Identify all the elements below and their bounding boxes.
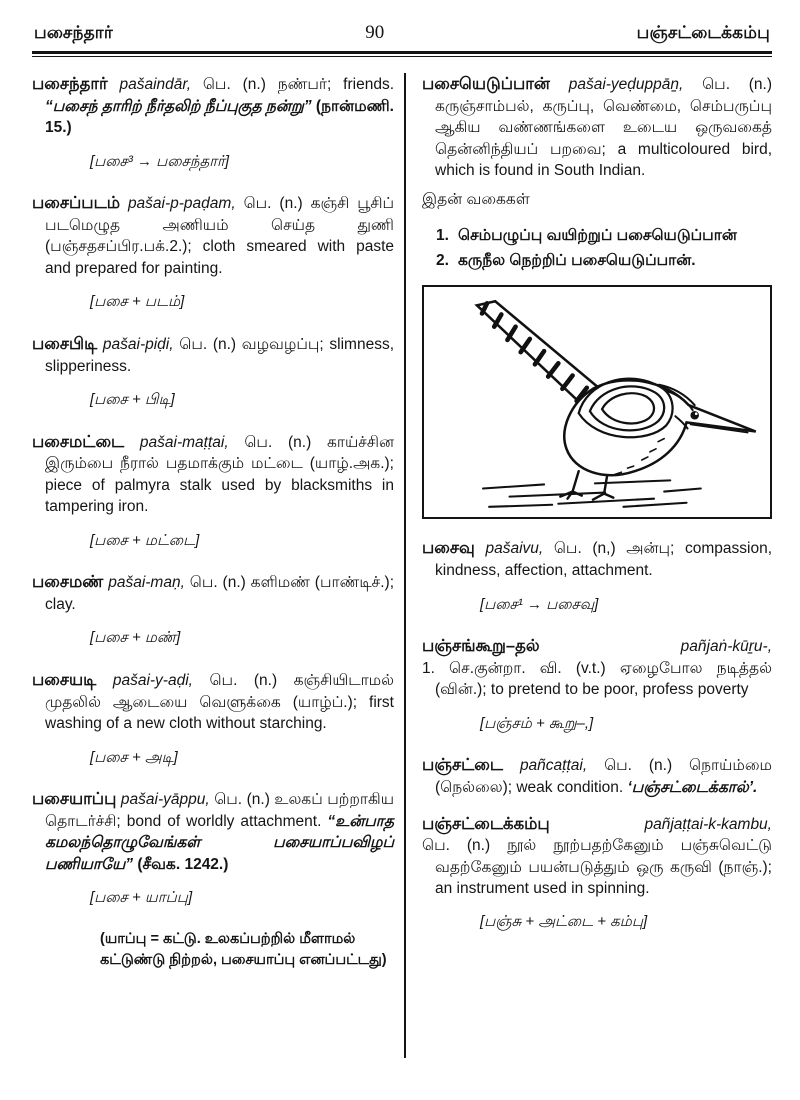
entry-pasaivu — [422, 537, 772, 615]
variety-number: 1. — [436, 226, 449, 244]
variety-label: செம்பழுப்பு வயிற்றுப் பசையெடுப்பான் — [458, 226, 737, 244]
definition: பெ. (n.) காய்ச்சின இரும்பை நீரால் பதமாக்கும் மட்டை (யாழ்.அக.); piece of palmyra stalk used by blacksmiths in tampering iron. — [45, 433, 394, 516]
entry-panjankuru-tal — [422, 635, 772, 734]
etymology: [பசை³ → பசைந்தார்] — [90, 152, 230, 170]
definition: பெ. (n.) நண்பர்; friends. — [202, 76, 395, 93]
usage-note: (யாப்பு = கட்டு. உலகப்பற்றில் மீளாமல் கட்டுண்டு நிற்றல், பசையாப்பு எனப்பட்டது) — [100, 930, 387, 968]
quotation: “பசைந் தாரிற் நீர்தலிற் நீப்புகுத நன்று” — [45, 97, 312, 115]
headword: பசையாப்பு — [32, 790, 117, 809]
entry-pasaiyadi — [32, 669, 394, 768]
headword: பஞ்சங்கூறு–தல் — [422, 637, 540, 656]
transliteration: pašai-yeḍuppāṉ, — [568, 76, 684, 93]
right-column — [404, 73, 772, 1058]
etymology: [பஞ்சு + அட்டை + கம்பு] — [480, 913, 648, 931]
definition: பெ. (n.) களிமண் (பாண்டிச்.); clay. — [45, 574, 395, 613]
headword: பசையெடுப்பான் — [422, 75, 550, 93]
transliteration: pašai-maṭṭai, — [139, 433, 229, 451]
variety-list — [436, 225, 772, 272]
entry-panjattaikkambu — [422, 813, 772, 934]
headword: பஞ்சட்டைக்கம்பு — [422, 814, 550, 833]
headword: பசைமண் — [32, 573, 104, 592]
variety-item — [436, 250, 772, 271]
transliteration: pašaindār, — [119, 76, 191, 93]
etymology: [பசை + மண்] — [90, 629, 181, 647]
etymology: [பசை + அடி] — [90, 748, 178, 766]
headword: பசைப்படம் — [32, 194, 120, 213]
etymology: [பசை¹ → பசைவு] — [480, 595, 599, 613]
definition: பெ. (n.) நூல் நூற்பதற்கேனும் பஞ்சுவெட்டு வதற்கேனும் பயன்படுத்தும் ஒரு கருவி (நாஞ்.); an instrument used in spinning. — [422, 837, 772, 898]
definition: 1. செ.குன்றா. வி. (v.t.) ஏழைபோல நடித்தல் (வின்.); to pretend to be poor, profess poverty — [422, 659, 772, 699]
page-number: 90 — [365, 22, 385, 43]
etymology: [பசை + மட்டை] — [90, 531, 200, 549]
entry-pasaiyappu — [32, 788, 394, 971]
quotation: ‘பஞ்சட்டைக்கால்’. — [627, 779, 758, 797]
headword: பசைபிடி — [32, 334, 98, 353]
two-column-body — [32, 73, 772, 1058]
transliteration: pašaivu, — [485, 540, 544, 558]
headword: பஞ்சட்டை — [422, 756, 504, 775]
header-rule-thin — [32, 56, 772, 57]
definition: பெ. (n.) கஞ்சி பூசிப் படமெழுத அணியம் செய்த துணி (பஞ்சதசப்பிர.பக்.2.); cloth smeared with paste and prepared for painting. — [45, 195, 395, 277]
transliteration: pašai-p-paḍam, — [127, 195, 236, 213]
definition: பெ. (n,) அன்பு; compassion, kindness, affection, attachment. — [435, 540, 773, 580]
definition: பெ. (n.) நொய்ம்மை (நெல்லை); weak condition. — [435, 757, 773, 797]
headword: பசைந்தார் — [32, 75, 108, 93]
transliteration: pašai-yāppu, — [120, 791, 210, 809]
entry-pasaipidi — [32, 333, 394, 411]
variety-number: 2. — [436, 252, 449, 270]
entry-pasaindar — [32, 73, 394, 172]
definition: பெ. (n.) கஞ்சியிடாமல் முதலில் ஆடையை வெளுக்கை (யாழ்ப்.); first washing of a new cloth without starching. — [45, 672, 395, 733]
entry-pasaiyeduppan — [422, 73, 772, 519]
etymology: [பசை + படம்] — [90, 293, 185, 311]
transliteration: pañjaṅ-kūṟu-, — [680, 638, 772, 656]
bird-illustration — [424, 287, 770, 517]
citation: (சீவக. 1242.) — [137, 855, 229, 873]
left-column — [32, 73, 404, 1058]
quotation: “உன்பாத கமலந்தொழுவேங்கள் பசையாப்பவிழப் பணியாயே” — [45, 812, 394, 873]
headword: பசைமட்டை — [32, 432, 125, 451]
entry-pasaippadam — [32, 192, 394, 313]
definition: பெ. (n.) வழவழப்பு; slimness, slipperiness. — [45, 335, 395, 375]
running-head-left: பசைந்தார் — [34, 23, 113, 42]
variety-label: கருநீல நெற்றிப் பசையெடுப்பான். — [458, 252, 696, 270]
transliteration: pašai-y-aḍi, — [112, 672, 193, 690]
figure-box — [422, 285, 772, 519]
headword: பசையடி — [32, 671, 97, 690]
transliteration: pašai-piḍi, — [102, 335, 174, 353]
definition: பெ. (n.) உலகப் பற்றாகிய தொடர்ச்சி; bond of worldly attachment. — [45, 791, 394, 830]
definition: பெ. (n.) கருஞ்சாம்பல், கருப்பு, வெண்மை, செம்பருப்பு ஆகிய வண்ணங்களை உடைய ஒருவகைத் தென்னிந்தியப் பறவை; a multicoloured bird, which is found in South Indian. — [435, 76, 773, 179]
transliteration: pašai-maṇ, — [108, 574, 185, 592]
citation: (நான்மணி. 15.) — [45, 97, 394, 137]
etymology: [பஞ்சம் + கூறு–,] — [480, 714, 594, 732]
running-head-right: பஞ்சட்டைக்கம்பு — [636, 23, 770, 42]
etymology: [பசை + பிடி] — [90, 390, 175, 408]
header-rule-thick — [32, 51, 772, 54]
entry-pancattai — [422, 754, 772, 798]
headword: பசைவு — [422, 539, 475, 558]
entry-pasaiman — [32, 571, 394, 649]
entry-pasaimattai — [32, 431, 394, 552]
running-header — [32, 18, 772, 51]
transliteration: pañjaṭṭai-k-kambu, — [644, 815, 772, 833]
variety-item — [436, 225, 772, 246]
varieties-subheading: இதன் வகைகள் — [422, 191, 530, 209]
etymology: [பசை + யாப்பு] — [90, 889, 193, 907]
transliteration: pañcaṭṭai, — [519, 757, 588, 775]
